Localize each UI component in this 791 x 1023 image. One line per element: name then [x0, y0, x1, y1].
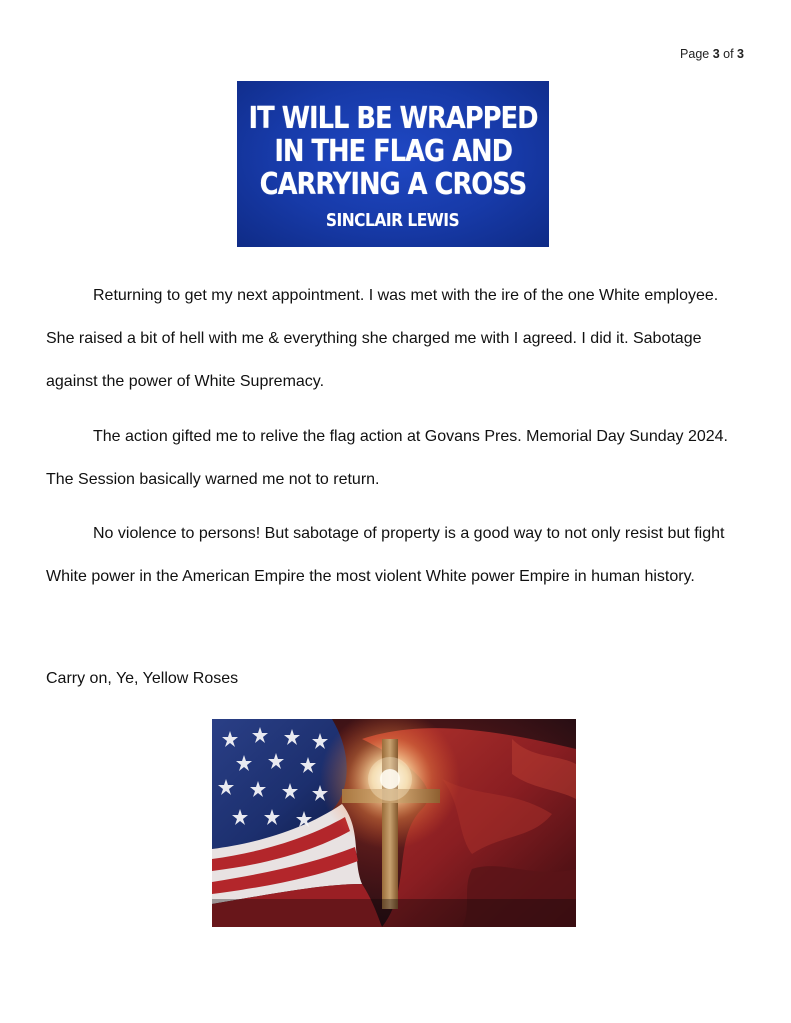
page-number-total: 3 — [737, 47, 744, 61]
paragraph-text: The action gifted me to relive the flag action at Govans Pres. Memorial Day Sunday 2024. The Session basically warned me not to return. — [46, 428, 728, 488]
quote-line: IN THE FLAG AND — [274, 133, 512, 169]
paragraph-no-violence — [46, 512, 746, 598]
paragraph-returning — [46, 274, 746, 403]
paragraph-text: Returning to get my next appointment. I was met with the ire of the one White employee. She raised a bit of hell with me & everything she charged me with I agreed. I did it. Sabotage against the power of White Supremacy. — [46, 287, 719, 390]
quote-line: CARRYING A CROSS — [259, 166, 527, 202]
page-number-separator: of — [719, 47, 738, 61]
quote-line: IT WILL BE WRAPPED — [248, 100, 538, 136]
page-number — [680, 47, 744, 61]
closing-text: Carry on, Ye, Yellow Roses — [46, 670, 239, 687]
paragraph-text: No violence to persons! But sabotage of property is a good way to not only resist but fight White power in the American Empire the most violent White power Empire in human history. — [46, 525, 725, 585]
closing-line — [46, 657, 746, 700]
flag-cross-illustration — [212, 719, 576, 927]
quote-banner-image — [237, 81, 549, 247]
page-number-prefix: Page — [680, 47, 713, 61]
flag-cross-image — [212, 719, 576, 927]
paragraph-flag-action — [46, 415, 746, 501]
quote-author: SINCLAIR LEWIS — [326, 209, 460, 231]
page-number-current: 3 — [712, 47, 720, 61]
